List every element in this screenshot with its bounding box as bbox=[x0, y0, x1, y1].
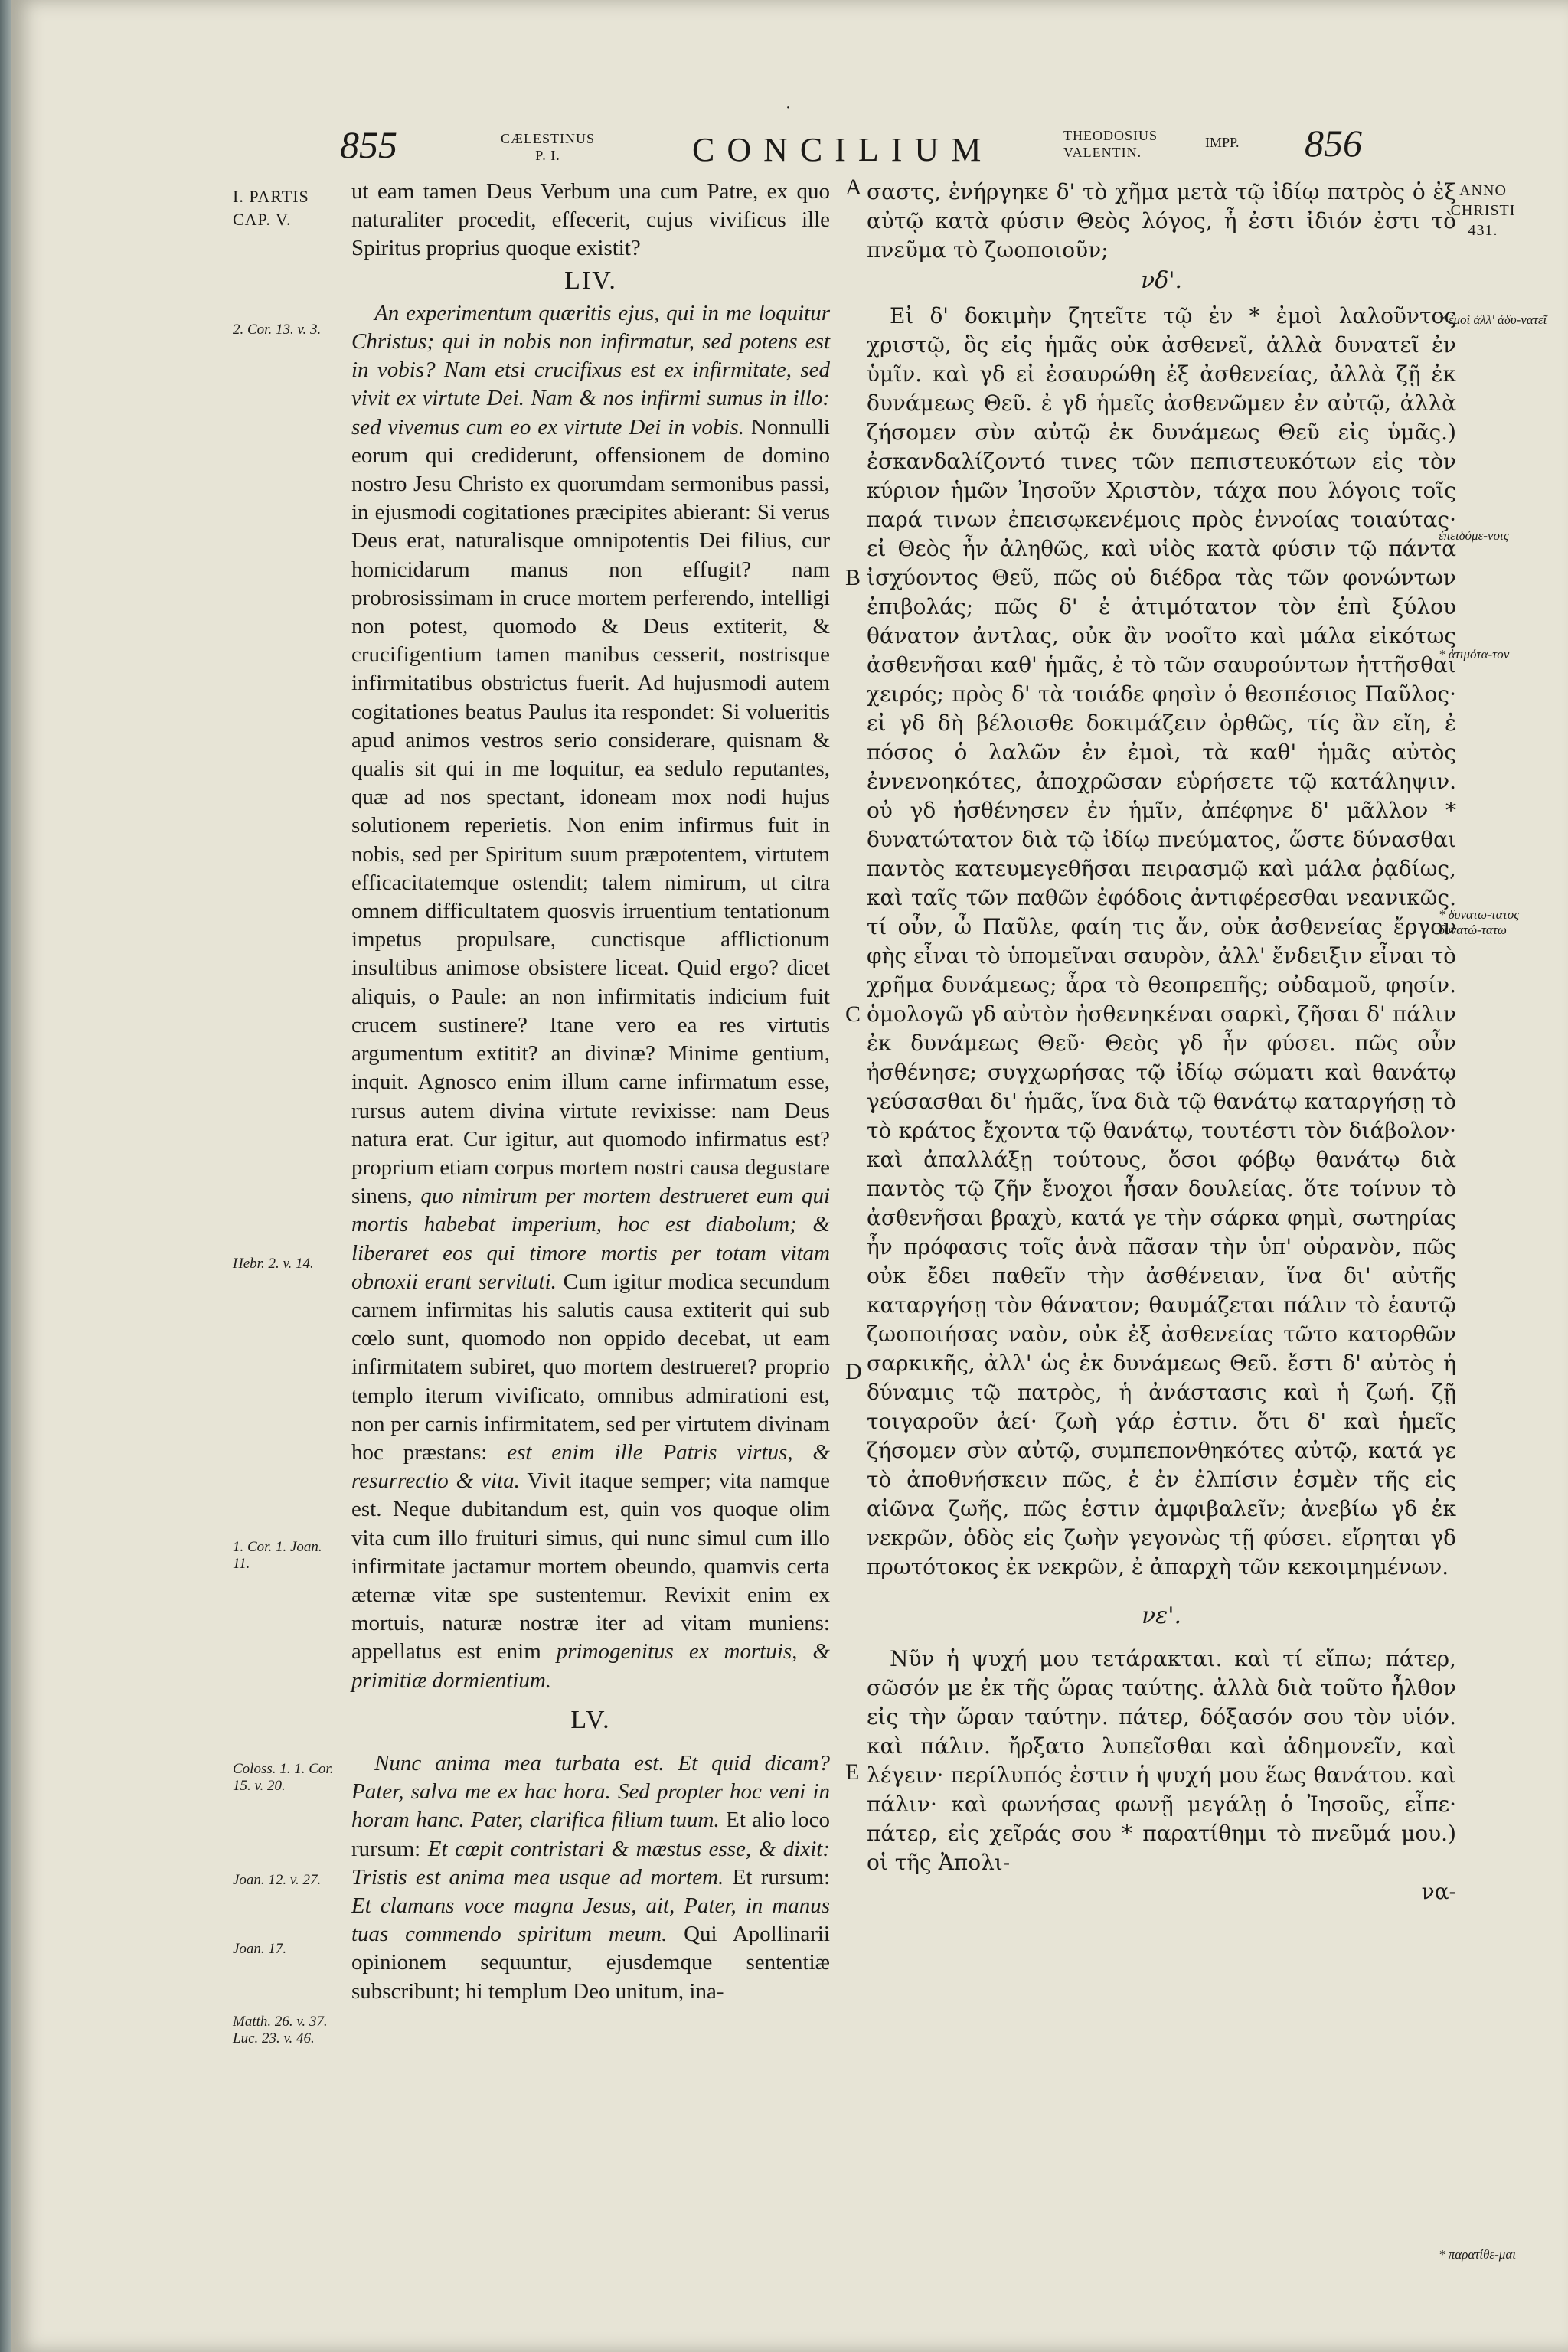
section-letter: E bbox=[845, 1759, 860, 1785]
section-letter: B bbox=[845, 565, 861, 590]
header-ornament-dot: · bbox=[786, 100, 791, 116]
commentary-text: Et rursum: bbox=[732, 1864, 831, 1890]
latin-liv-text bbox=[351, 299, 830, 1695]
margin-note-right: ἐπειδόμε-νοις bbox=[1439, 528, 1509, 543]
part-label-line1: I. PARTIS bbox=[233, 187, 309, 206]
margin-note-left: 1. Cor. 1. Joan. 11. bbox=[233, 1539, 322, 1572]
section-letter: C bbox=[845, 1001, 861, 1027]
running-head-left bbox=[501, 130, 595, 164]
part-label-line2: CAP. V. bbox=[233, 210, 292, 229]
margin-note-left: 2. Cor. 13. v. 3. bbox=[233, 322, 322, 338]
margin-note-left: Hebr. 2. v. 14. bbox=[233, 1256, 314, 1272]
scripture-quote: est enim ille Patris virtus, & resurrectio & vita. bbox=[351, 1439, 830, 1494]
running-title: CONCILIUM bbox=[692, 131, 994, 168]
book-gutter bbox=[0, 0, 11, 2352]
greek-ne-text: Νῦν ἡ ψυχή μου τετάρακται. καὶ τί εἴπω; πάτερ, σῶσόν με ἐκ τῆς ὥρας ταύτης. ἀλλὰ διὰ τοῦτο ἦλθον εἰς τὴν ὥραν ταύτην. πάτερ, δόξασόν σου τὸν υἱόν. καὶ πάλιν. ἤρξατο λυπεῖσθαι καὶ ἀδημονεῖν, καὶ λέγειν· περίλυπός ἐστιν ἡ ψυχή μου ἕως θανάτου. καὶ πάλιν· καὶ φωνήσας φωνῇ μεγάλῃ ὁ Ἰησοῦς, εἶπε· πάτερ, εἰς χεῖράς σου * παρατίθημι τὸ πνεῦμά μου.) οἱ τῆς Ἀπολι- bbox=[867, 1646, 1456, 1875]
commentary-text: Et alio loco rursum: bbox=[351, 1808, 831, 1861]
latin-lv-text bbox=[351, 1749, 830, 2006]
commentary-text: Cum igitur modica secundum carnem infirmitas his salutis causa extiterit qui sub cœlo sunt, quomodo non oppido decebat, ut eam infirmitatem subiret, quo mortem destrueret? proprio templo iterum vivificato, omnibus admirationi est, non per carnis infirmitatem, sed per virtutem divinam hoc præstans: bbox=[351, 1269, 831, 1465]
catchword: να- bbox=[1421, 1879, 1456, 1904]
margin-note-right: * ἐμοὶ ἀλλ' ἀδυ-νατεῖ bbox=[1439, 312, 1547, 327]
page-number-right: 856 bbox=[1305, 122, 1362, 165]
margin-note-left: Matth. 26. v. 37. Luc. 23. v. 46. bbox=[233, 2014, 328, 2047]
margin-note-right: * ἀτιμότα-τον bbox=[1439, 647, 1510, 662]
greek-column bbox=[867, 178, 1456, 1906]
page-number-left: 855 bbox=[340, 123, 397, 166]
running-head-left-line2: P. I. bbox=[535, 148, 560, 163]
part-label bbox=[233, 185, 309, 231]
running-head-left-line1: CÆLESTINUS bbox=[501, 131, 596, 146]
anno-label-line2: CHRISTI bbox=[1450, 202, 1516, 219]
section-letter: A bbox=[845, 175, 862, 200]
running-head-right-line2: VALENTIN. bbox=[1063, 145, 1142, 160]
section-heading-ne: νε'. bbox=[1141, 1602, 1182, 1629]
margin-note-right: * παρατίθε-μαι bbox=[1439, 2247, 1516, 2262]
latin-column bbox=[351, 178, 830, 2006]
margin-note-left: Coloss. 1. 1. Cor. 15. v. 20. bbox=[233, 1761, 334, 1794]
scripture-quote: quo nimirum per mortem destrueret eum qui mortis habebat imperium, hoc est diabolum; & liberaret eos qui timore mortis per totam vitam obnoxii erant servituti. bbox=[351, 1184, 830, 1294]
scripture-quote: Nunc anima mea turbata est. Et quid dicam? Pater, salva me ex hac hora. Sed propter hoc veni in horam hanc. Pater, clarifica filium tuum. bbox=[351, 1750, 830, 1833]
commentary-text: Qui Apollinarii opinionem sequuntur, ejusdemque sententiæ subscribunt; hi templum Deo unitum, ina- bbox=[351, 1922, 830, 2004]
margin-note-right: * δυνατω-τατος δυνατώ-τατω bbox=[1439, 907, 1520, 937]
page-header bbox=[11, 100, 1568, 184]
commentary-text: Nonnulli eorum qui crediderunt, offensionem de domino nostro Jesu Christo ex quorumdam sermonibus passi, in ejusmodi cogitationes præcipites abierant: Si verus Deus erat, naturalisque omnipotentis Dei filius, cur homicidarum manus non effugit? nam probrosissimam in cruce mortem perferendo, intelligi non potest, quomodo & Deus extiterit, & crucifigentium tamen manibus cesserit, nostrisque infirmitatibus obstrictus fuerit. Ad hujusmodi autem cogitationes beatus Paulus ita respondet: Si volueritis apud animos vestros serio considerare, quisnam & qualis sit qui in me loquitur, ea sedulo reputantes, quæ ad nos spectant, idoneam mox nodi hujus solutionem reperietis. Non enim infirmus fuit in nobis, sed per Spiritum suum præpotentem, virtutem efficacitatemque ostendit; talem nimirum, ut citra omnem difficultatem quosvis irruentium tentationum impetus propulsare, cunctisque afflictionum insultibus animose obsistere liceat. Quid ergo? dicet aliquis, o Paule: an non infirmitatis indicium fuit crucem sustinere? Itane vero ea res virtutis argumentum extitit? an divinæ? Minime gentium, inquit. Agnosco enim illum carne infirmatum esse, rursus autem divina virtute revixisse: nam Deus natura erat. Cur igitur, aut quomodo infirmatus est? proprium etiam corpus mortem nostri causa degustare sinens, bbox=[351, 414, 830, 1209]
book-page bbox=[11, 0, 1568, 2352]
running-head-impp: IMPP. bbox=[1205, 135, 1240, 150]
margin-note-left: Joan. 12. v. 27. bbox=[233, 1872, 322, 1888]
anno-label-line1: ANNO bbox=[1459, 182, 1507, 199]
section-heading-lv: LV. bbox=[570, 1705, 611, 1734]
commentary-text: Vivit itaque semper; vita namque est. Neque dubitandum est, quin vos quoque olim vita cum illo fruituri simus, qui nunc simul cum illo infirmitate jactamur mortem obeundo, quamvis certa æternæ vitæ spe sustentemur. Revixit enim ex mortuis, naturæ nostræ iter ad vitam muniens: appellatus est enim bbox=[351, 1468, 830, 1664]
running-head-right-line1: THEODOSIUS bbox=[1063, 128, 1158, 143]
section-heading-liv: LIV. bbox=[564, 266, 617, 295]
latin-intro: ut eam tamen Deus Verbum una cum Patre, ex quo naturaliter procedit, effecerit, cujus vivificus ille Spiritus proprius quoque existit? bbox=[351, 179, 830, 261]
section-letter: D bbox=[845, 1359, 862, 1384]
greek-intro: σαστς, ἐνήργηκε δ' τὸ χῆμα μετὰ τῷ ἰδίῳ πατρὸς ὁ ἐξ αὐτῷ κατὰ φύσιν Θεὸς λόγος, ἧ ἐστι ἰδιόν ἐστι τὸ πνεῦμα τὸ ζωοποιοῦν; bbox=[867, 179, 1456, 263]
scripture-quote: primogenitus ex mortuis, & primitiæ dormientium. bbox=[351, 1639, 830, 1693]
scripture-quote: Et cœpit contristari & mæstus esse, & dixit: Tristis est anima mea usque ad mortem. bbox=[351, 1836, 831, 1890]
section-heading-nd: νδ'. bbox=[1140, 267, 1183, 294]
scripture-quote: An experimentum quæritis ejus, qui in me loquitur Christus; qui in nobis non infirmatur, sed potens est in vobis? Nam etsi crucifixus est ex infirmitate, sed vivit ex virtute Dei. Nam & nos infirmi sumus in illo: sed vivemus cum eo ex virtute Dei in vobis. bbox=[351, 300, 830, 439]
scripture-quote: Et clamans voce magna Jesus, ait, Pater, in manus tuas commendo spiritum meum. bbox=[351, 1893, 830, 1947]
greek-nd-text: Εἰ δ' δοκιμὴν ζητεῖτε τῷ ἐν * ἐμοὶ λαλοῦντος χριστῷ, ὃς εἰς ἡμᾶς οὐκ ἀσθενεῖ, ἀλλὰ δυνατεῖ ἐν ὑμῖν. καὶ γδ εἰ ἐσαυρώθη ἐξ ἀσθενείας, ἀλλὰ ζῇ ἐκ δυνάμεως Θεῦ. ἐ γδ ἡμεῖς ἀσθενῶμεν ἐν αὐτῷ, ἀλλὰ ζήσομεν σὺν αὐτῷ ἐκ δυνάμεως Θεῦ εἰς ὑμᾶς.) ἐσκανδαλίζοντό τινες τῶν πεπιστευκότων εἰς τὸν κύριον ἡμῶν Ἰησοῦν Χριστὸν, τάχα που λόγοις τοῖς παρά τινων ἐπεισῳκενέμοις πρὸς ἐννοίας τοιαύτας· εἰ Θεὸς ἦν ἀληθῶς, καὶ υἱὸς κατὰ φύσιν τῷ πάντα ἰσχύοντος Θεῦ, πῶς οὐ διέδρα τὰς τῶν φονώντων ἐπιβολάς; πῶς δ' ἐ ἀτιμότατον τὸν ἐπὶ ξύλου θάνατον ἀντλας, οὐκ ἂν νοοῖτο καὶ μάλα εἰκότως ἀσθενῆσαι καθ' ἡμᾶς, ἐ τὸ τῶν σαυρούντων ἡττῆσθαι χειρός; πρὸς δ' τὰ τοιάδε φησὶν ὁ θεσπέσιος Παῦλος· εἰ γδ δὴ βέλοισθε δοκιμάζειν ὀρθῶς, τίς ἂν εἴη, ἐ πόσος ὁ λαλῶν ἐν ἐμοὶ, τὰ καθ' ἡμᾶς αὐτὸς ἐννενοηκότες, ἀποχρῶσαν εὑρήσετε τῷ κατάληψιν. οὐ γδ ἠσθένησεν ἐν ἡμῖν, ἀπέφηνε δ' μᾶλλον * δυνατώτατον διὰ τῷ ἰδίῳ πνεύματος, ὥστε δύνασθαι παντὸς κατευμεγεθῆσαι πειρασμῷ καὶ μάλα ῥᾳδίως, καὶ ταῖς τῶν παθῶν ἐφόδοις ἀντιφέρεσθαι νεανικῶς. τί οὖν, ὦ Παῦλε, φαίη τις ἄν, οὐκ ἀσθενείας ἔργον φὴς εἶναι τὸ ὑπομεῖναι σαυρὸν, ἀλλ' ἔνδειξιν εἶναι τὸ χρῆμα δυνάμεως; ἆρα τὸ θεοπρεπῆς; οὐδαμοῦ, φησίν. ὁμολογῶ γδ αὐτὸν ἠσθενηκέναι σαρκὶ, ζῆσαι δ' πάλιν ἐκ δυνάμεως Θεῦ· Θεὸς γδ ἦν φύσει. πῶς οὖν ἠσθένησε; συγχωρήσας τῷ ἰδίῳ σώματι καὶ θανάτῳ γεύσασθαι δι' ἡμᾶς, ἵνα διὰ τῷ θανάτῳ καταργήσῃ τὸ τὸ κράτος ἔχοντα τῷ θανάτῳ, τουτέστι τὸν διάβολον· καὶ ἀπαλλάξῃ τούτους, ὅσοι φόβῳ θανάτῳ διὰ παντὸς τῷ ζῆν ἔνοχοι ἦσαν δουλείας. ὅτε τοίνυν τὸ ἀσθενῆσαι βραχὺ, κατά γε τὴν σάρκα φημὶ, σωτηρίας ἦν πρόφασις τοῖς ἀνὰ πᾶσαν τὴν ὑπ' οὐρανὸν, πῶς οὐκ ἔδει παθεῖν τὴν ἀσθένειαν, ἵνα δι' αὐτῆς καταργήσῃ τὸν θάνατον; θαυμάζεται πάλιν τὸ ἑαυτῷ ζωοποιήσας ναὸν, οὐκ ἐξ ἀσθενείας τῶτο κατορθῶν σαρκικῆς, ἀλλ' ὡς ἐκ δυνάμεως Θεῦ. ἔστι δ' αὐτὸς ἡ δύναμις τῷ πατρὸς, ἡ ἀνάστασις καὶ ἡ ζωή. ζῇ τοιγαροῦν ἀεί· ζωὴ γάρ ἐστιν. ὅτι δ' καὶ ἡμεῖς ζήσομεν σὺν αὐτῷ, συμπεπονθηκότες αὐτῷ, κατά γε τὸ ἀποθνήσκειν πῶς, ἐ ἐν ἐλπίσιν ἐσμὲν τῆς εἰς αἰῶνα ζωῆς, πῶς ἐστιν ἀμφιβαλεῖν; ἀνεβίω γδ ἐκ νεκρῶν, ὁδὸς εἰς ζωὴν γεγονὼς τῇ φύσει. εἴρηται γδ πρωτότοκος ἐκ νεκρῶν, ἐ ἀπαρχὴ τῶν κεκοιμημένων. bbox=[867, 303, 1456, 1579]
running-head-right bbox=[1063, 127, 1158, 161]
margin-note-left: Joan. 17. bbox=[233, 1941, 287, 1957]
anno-label-line3: 431. bbox=[1468, 222, 1498, 239]
